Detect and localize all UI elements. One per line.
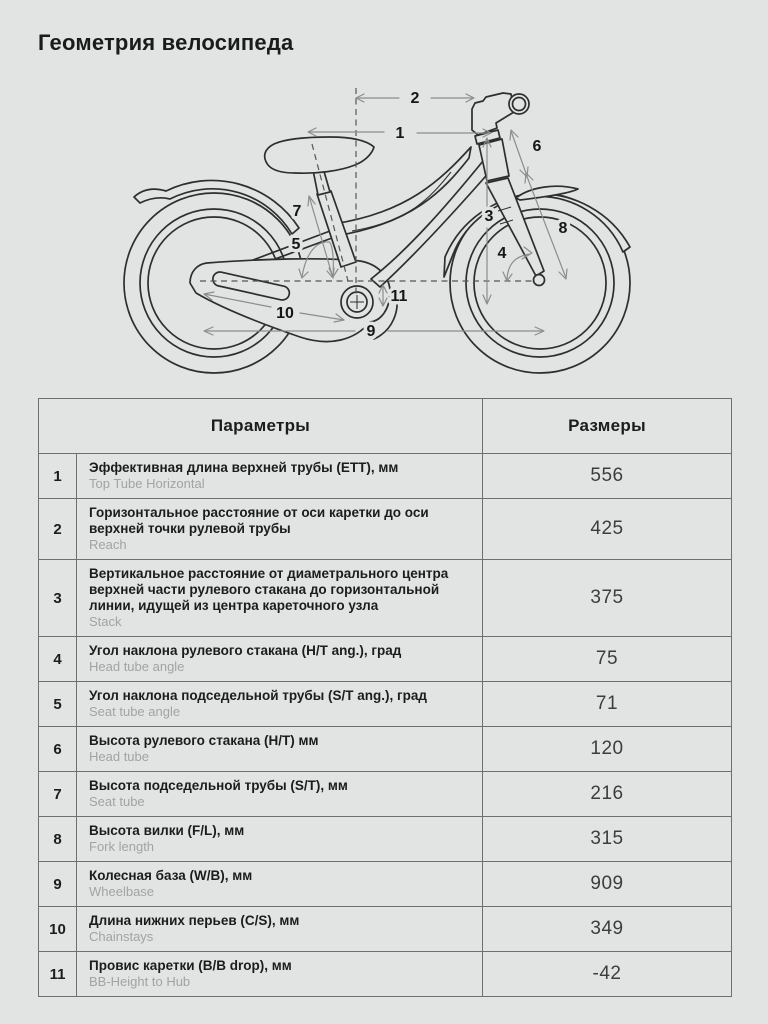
- bike-geometry-diagram: [0, 70, 768, 400]
- table-row: [39, 952, 732, 997]
- param-name-en: Top Tube Horizontal: [89, 476, 205, 491]
- param-name-ru: Вертикальное расстояние от диаметрального центра верхней части рулевого стакана до горизонтальной линии, идущей из центра кареточного узла: [89, 566, 449, 613]
- callout-7: 7: [292, 203, 302, 220]
- param-value: 315: [483, 817, 732, 862]
- table-row: [39, 727, 732, 772]
- table-row: [39, 499, 732, 560]
- param-name-en: Stack: [89, 614, 122, 629]
- callout-1: 1: [395, 125, 405, 142]
- param-name-ru: Высота вилки (F/L), мм: [89, 823, 245, 838]
- column-header-params: Параметры: [39, 399, 483, 454]
- page-title: Геометрия велосипеда: [38, 30, 294, 55]
- param-name-ru: Длина нижних перьев (C/S), мм: [89, 913, 300, 928]
- table-row: [39, 454, 732, 499]
- callout-2: 2: [410, 90, 420, 107]
- param-name-ru: Эффективная длина верхней трубы (ETT), мм: [89, 460, 399, 475]
- param-name-en: Reach: [89, 537, 127, 552]
- param-value: 375: [483, 560, 732, 637]
- param-value: 75: [483, 637, 732, 682]
- param-name-ru: Колесная база (W/B), мм: [89, 868, 253, 883]
- row-number: 5: [39, 682, 77, 727]
- param-name-en: Head tube angle: [89, 659, 185, 674]
- column-header-sizes: Размеры: [483, 399, 732, 454]
- row-number: 10: [39, 907, 77, 952]
- param-value: 71: [483, 682, 732, 727]
- param-name-en: Head tube: [89, 749, 149, 764]
- table-header-row: [39, 399, 732, 454]
- row-number: 3: [39, 560, 77, 637]
- crank: [341, 286, 373, 318]
- row-number: 6: [39, 727, 77, 772]
- callout-4: 4: [497, 245, 507, 262]
- table-row: [39, 682, 732, 727]
- handlebar-grip: [509, 94, 529, 114]
- table-row: [39, 862, 732, 907]
- param-name-en: Fork length: [89, 839, 155, 854]
- callout-6: 6: [532, 138, 542, 155]
- table-row: [39, 817, 732, 862]
- param-value: 216: [483, 772, 732, 817]
- saddle: [265, 137, 374, 173]
- stem: [472, 93, 514, 135]
- callout-10: 10: [276, 305, 294, 322]
- row-number: 7: [39, 772, 77, 817]
- param-name-en: BB-Height to Hub: [89, 974, 191, 989]
- row-number: 4: [39, 637, 77, 682]
- row-number: 2: [39, 499, 77, 560]
- param-value: 349: [483, 907, 732, 952]
- callout-11: 11: [390, 288, 408, 305]
- table-row: [39, 637, 732, 682]
- param-value: 909: [483, 862, 732, 907]
- table-row: [39, 560, 732, 637]
- param-name-ru: Горизонтальное расстояние от оси каретки до оси верхней точки рулевой трубы: [89, 505, 429, 536]
- param-name-en: Seat tube: [89, 794, 145, 809]
- callout-8: 8: [558, 220, 568, 237]
- table-row: [39, 907, 732, 952]
- row-number: 11: [39, 952, 77, 997]
- param-value: 425: [483, 499, 732, 560]
- param-value: -42: [483, 952, 732, 997]
- param-name-ru: Провис каретки (B/B drop), мм: [89, 958, 292, 973]
- param-name-en: Wheelbase: [89, 884, 155, 899]
- callout-9: 9: [366, 323, 376, 340]
- callout-3: 3: [484, 208, 494, 225]
- param-name-ru: Угол наклона рулевого стакана (H/T ang.), град: [89, 643, 402, 658]
- row-number: 1: [39, 454, 77, 499]
- param-name-en: Chainstays: [89, 929, 154, 944]
- row-number: 8: [39, 817, 77, 862]
- param-name-ru: Угол наклона подседельной трубы (S/T ang.), град: [89, 688, 427, 703]
- row-number: 9: [39, 862, 77, 907]
- param-value: 120: [483, 727, 732, 772]
- table-row: [39, 772, 732, 817]
- rear-fender: [134, 180, 299, 234]
- param-name-ru: Высота рулевого стакана (H/T) мм: [89, 733, 319, 748]
- param-name-ru: Высота подседельной трубы (S/T), мм: [89, 778, 348, 793]
- param-value: 556: [483, 454, 732, 499]
- param-name-en: Seat tube angle: [89, 704, 181, 719]
- callout-5: 5: [291, 236, 301, 253]
- geometry-table: [38, 398, 732, 997]
